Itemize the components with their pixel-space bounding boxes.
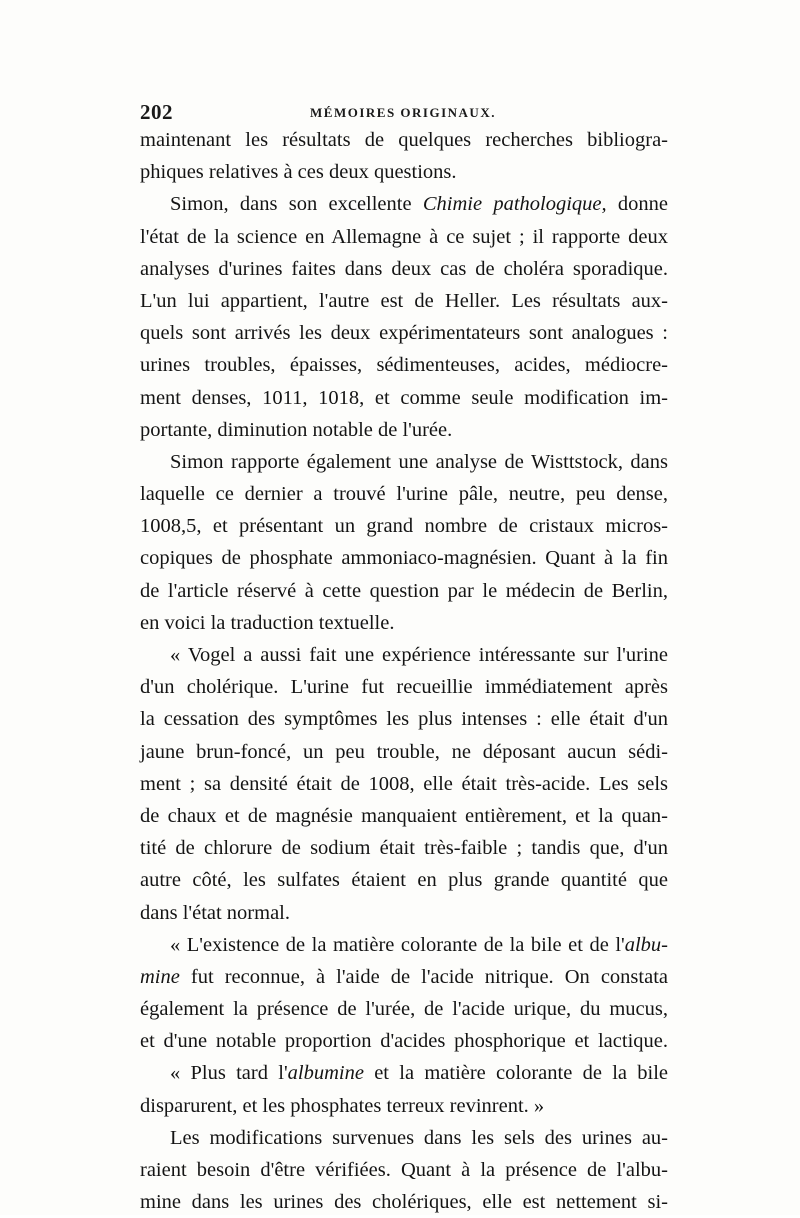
- text-line: phiques relatives à ces deux questions.: [140, 161, 457, 184]
- text-line: « Vogel a aussi fait une expérience intéressante sur l'urine: [170, 644, 668, 666]
- text-line: laquelle ce dernier a trouvé l'urine pâle, neutre, peu dense,: [140, 483, 668, 506]
- text-line: maintenant les résultats de quelques recherches bibliogra-: [140, 129, 668, 151]
- text-line: 1008,5, et présentant un grand nombre de cristaux micros-: [140, 515, 668, 538]
- text-line: de l'article réservé à cette question par le médecin de Berlin,: [140, 579, 668, 602]
- text-line: « Plus tard l'albumine et la matière colorante de la bile: [170, 1062, 668, 1085]
- text-line: urines troubles, épaisses, sédimenteuses, acides, médiocre-: [140, 354, 668, 377]
- text-line: Simon rapporte également une analyse de Wisttstock, dans: [170, 450, 668, 473]
- text-line: la cessation des symptômes les plus intenses : elle était d'un: [140, 708, 668, 731]
- text-line: autre côté, les sulfates étaient en plus grande quantité que: [140, 869, 668, 892]
- text-line: ment ; sa densité était de 1008, elle était très-acide. Les sels: [140, 772, 668, 795]
- page-number: 202: [140, 100, 173, 124]
- text-line: jaune brun-foncé, un peu trouble, ne déposant aucun sédi-: [140, 740, 668, 763]
- text-line: disparurent, et les phosphates terreux revinrent. »: [140, 1094, 545, 1117]
- body-text: [140, 124, 668, 1218]
- text-line: ment denses, 1011, 1018, et comme seule modification im-: [140, 386, 668, 409]
- text-line: tité de chlorure de sodium était très-faible ; tandis que, d'un: [140, 837, 668, 860]
- text-line: l'état de la science en Allemagne à ce sujet ; il rapporte deux: [140, 225, 668, 248]
- text-line: copiques de phosphate ammoniaco-magnésien. Quant à la fin: [140, 547, 668, 570]
- text-line: portante, diminution notable de l'urée.: [140, 418, 453, 441]
- text-line: d'un cholérique. L'urine fut recueillie immédiatement après: [140, 676, 668, 699]
- text-line: en voici la traduction textuelle.: [140, 611, 395, 634]
- text-line: quels sont arrivés les deux expérimentateurs sont analogues :: [140, 322, 668, 345]
- text-line: également la présence de l'urée, de l'acide urique, du mucus,: [140, 998, 668, 1021]
- text-line: Simon, dans son excellente Chimie pathologique, donne: [170, 193, 668, 216]
- text-line: dans l'état normal.: [140, 901, 290, 924]
- text-line: L'un lui appartient, l'autre est de Heller. Les résultats aux-: [140, 289, 668, 312]
- text-line: analyses d'urines faites dans deux cas de choléra sporadique.: [140, 257, 668, 280]
- text-line: « L'existence de la matière colorante de la bile et de l'albu-: [170, 933, 668, 956]
- text-line: de chaux et de magnésie manquaient entièrement, et la quan-: [140, 804, 668, 827]
- text-line: Les modifications survenues dans les sels des urines au-: [170, 1126, 668, 1149]
- page-header: [140, 100, 670, 124]
- text-line: mine fut reconnue, à l'aide de l'acide nitrique. On constata: [140, 965, 668, 988]
- running-title: MÉMOIRES ORIGINAUX.: [310, 105, 496, 120]
- text-line: et d'une notable proportion d'acides phosphorique et lactique.: [140, 1030, 668, 1053]
- text-line: mine dans les urines des cholériques, elle est nettement si-: [140, 1191, 668, 1214]
- text-line: raient besoin d'être vérifiées. Quant à la présence de l'albu-: [140, 1159, 668, 1181]
